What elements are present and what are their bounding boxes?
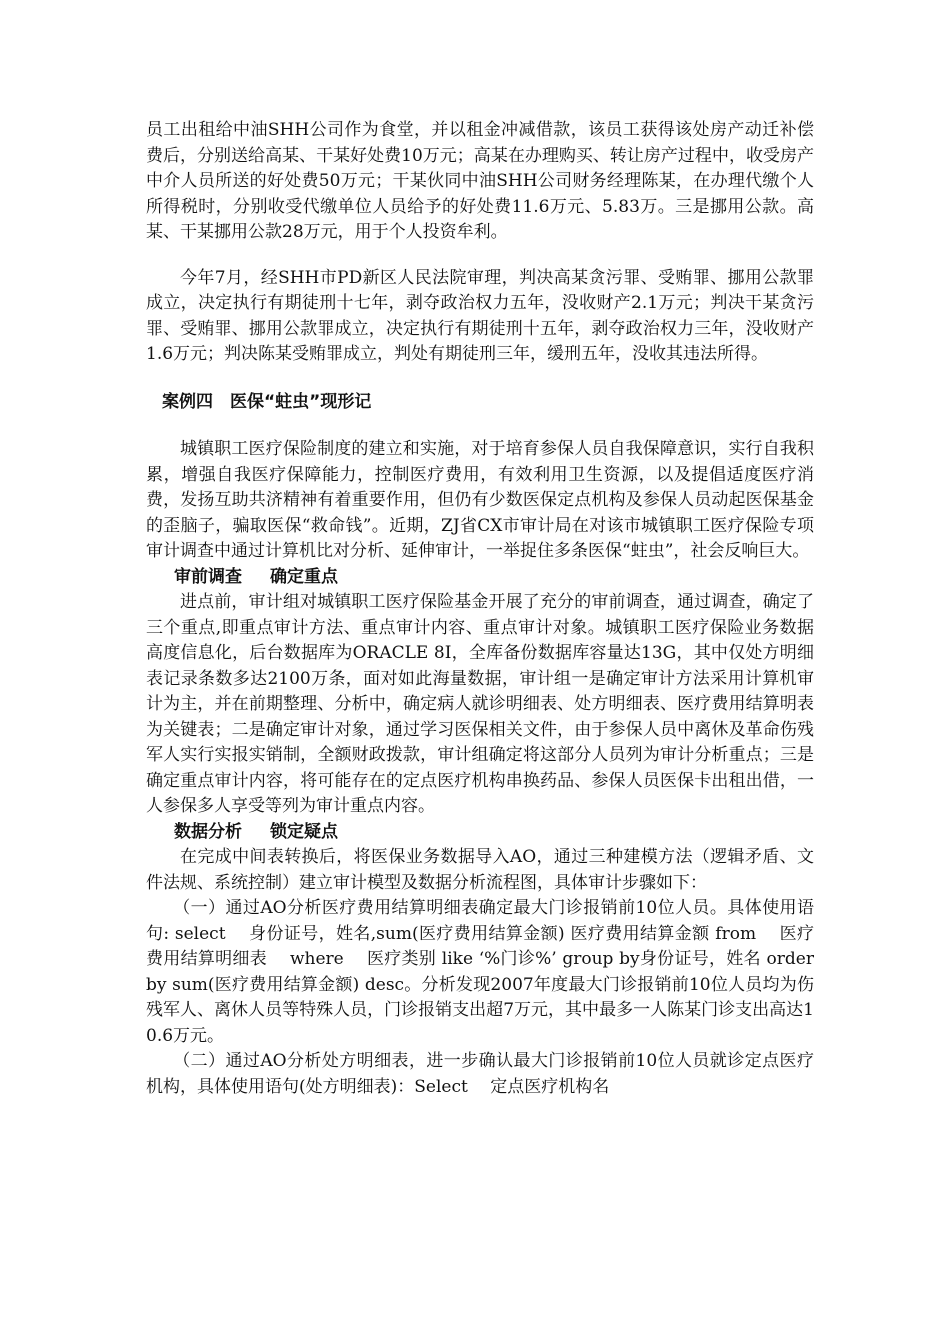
paragraph-court-verdict: 今年7月，经SHH市PD新区人民法院审理，判决高某贪污罪、受贿罪、挪用公款罪成立，决定执行有期徒刑十七年，剥夺政治权力五年，没收财产2.1万元；判决干某贪污罪、受贿罪、挪用公款罪成立，决定执行有期徒刑十五年，剥夺政治权力三年，没收财产1.6万元；判决陈某受贿罪成立，判处有期徒刑三年，缓刑五年，没收其违法所得。 xyxy=(146,267,814,364)
paragraph-pre-audit: 进点前，审计组对城镇职工医疗保险基金开展了充分的审前调查，通过调查，确定了三个重点,即重点审计方法、重点审计内容、重点审计对象。城镇职工医疗保险业务数据高度信息化，后台数据库为ORACLE 8I，全库备份数据库容量达13G，其中仅处方明细表记录条数多达2100万条，面对如此海量数据，审计组一是确定审计方法采用计算机审计为主，并在前期整理、分析中，确定病人就诊明细表、处方明细表、医疗费用结算明表为关键表；二是确定审计对象，通过学习医保相关文件，由于参保人员中离休及革命伤残军人实行实报实销制，全额财政拨款，审计组确定将这部分人员列为审计分析重点；三是确定重点审计内容，将可能存在的定点医疗机构串换药品、参保人员医保卡出租出借，一人参保多人享受等列为审计重点内容。 xyxy=(146,592,814,816)
paragraph-data-analysis: 在完成中间表转换后，将医保业务数据导入AO，通过三种建模方法（逻辑矛盾、文件法规、系统控制）建立审计模型及数据分析流程图，具体审计步骤如下： xyxy=(146,847,814,893)
paragraph-step-one: （一）通过AO分析医疗费用结算明细表确定最大门诊报销前10位人员。具体使用语句: select 身份证号，姓名,sum(医疗费用结算金额) 医疗费用结算金额 from 医疗费用结算明细表 where 医疗类别 like ‘%门诊%’ group by身份证号，姓名 order by sum(医疗费用结算金额) desc。分析发现2007年度最大门诊报销前10位人员均为伤残军人、离休人员等特殊人员，门诊报销支出超7万元，其中最多一人陈某门诊支出高达10.6万元。 xyxy=(146,898,814,1046)
paragraph-step-two: （二）通过AO分析处方明细表，进一步确认最大门诊报销前10位人员就诊定点医疗机构，具体使用语句(处方明细表)：Select 定点医疗机构名 xyxy=(146,1051,814,1097)
section-heading-pre-audit xyxy=(146,565,814,591)
document-body xyxy=(146,118,814,1100)
section-heading-data-analysis-b: 锁定疑点 xyxy=(270,821,338,842)
section-heading-pre-audit-b: 确定重点 xyxy=(270,566,338,587)
paragraph-case-intro: 城镇职工医疗保险制度的建立和实施，对于培育参保人员自我保障意识，实行自我积累，增强自我医疗保障能力，控制医疗费用，有效利用卫生资源，以及提倡适度医疗消费，发扬互助共济精神有着重要作用，但仍有少数医保定点机构及参保人员动起医保基金的歪脑子，骗取医保“救命钱”。近期，ZJ省CX市审计局在对该市城镇职工医疗保险专项审计调查中通过计算机比对分析、延伸审计，一举捉住多条医保“蛀虫”，社会反响巨大。 xyxy=(146,439,814,561)
section-heading-data-analysis-a: 数据分析 xyxy=(174,821,242,842)
case-title: 案例四 医保“蛀虫”现形记 xyxy=(162,391,372,412)
section-heading-pre-audit-a: 审前调查 xyxy=(174,566,242,587)
section-heading-data-analysis xyxy=(146,820,814,846)
paragraph-embezzlement-details: 员工出租给中油SHH公司作为食堂，并以租金冲减借款，该员工获得该处房产动迁补偿费后，分别送给高某、干某好处费10万元；高某在办理购买、转让房产过程中，收受房产中介人员所送的好处费50万元；干某伙同中油SHH公司财务经理陈某，在办理代缴个人所得税时，分别收受代缴单位人员给予的好处费11.6万元、5.83万。三是挪用公款。高某、干某挪用公款28万元，用于个人投资牟利。 xyxy=(146,120,814,242)
